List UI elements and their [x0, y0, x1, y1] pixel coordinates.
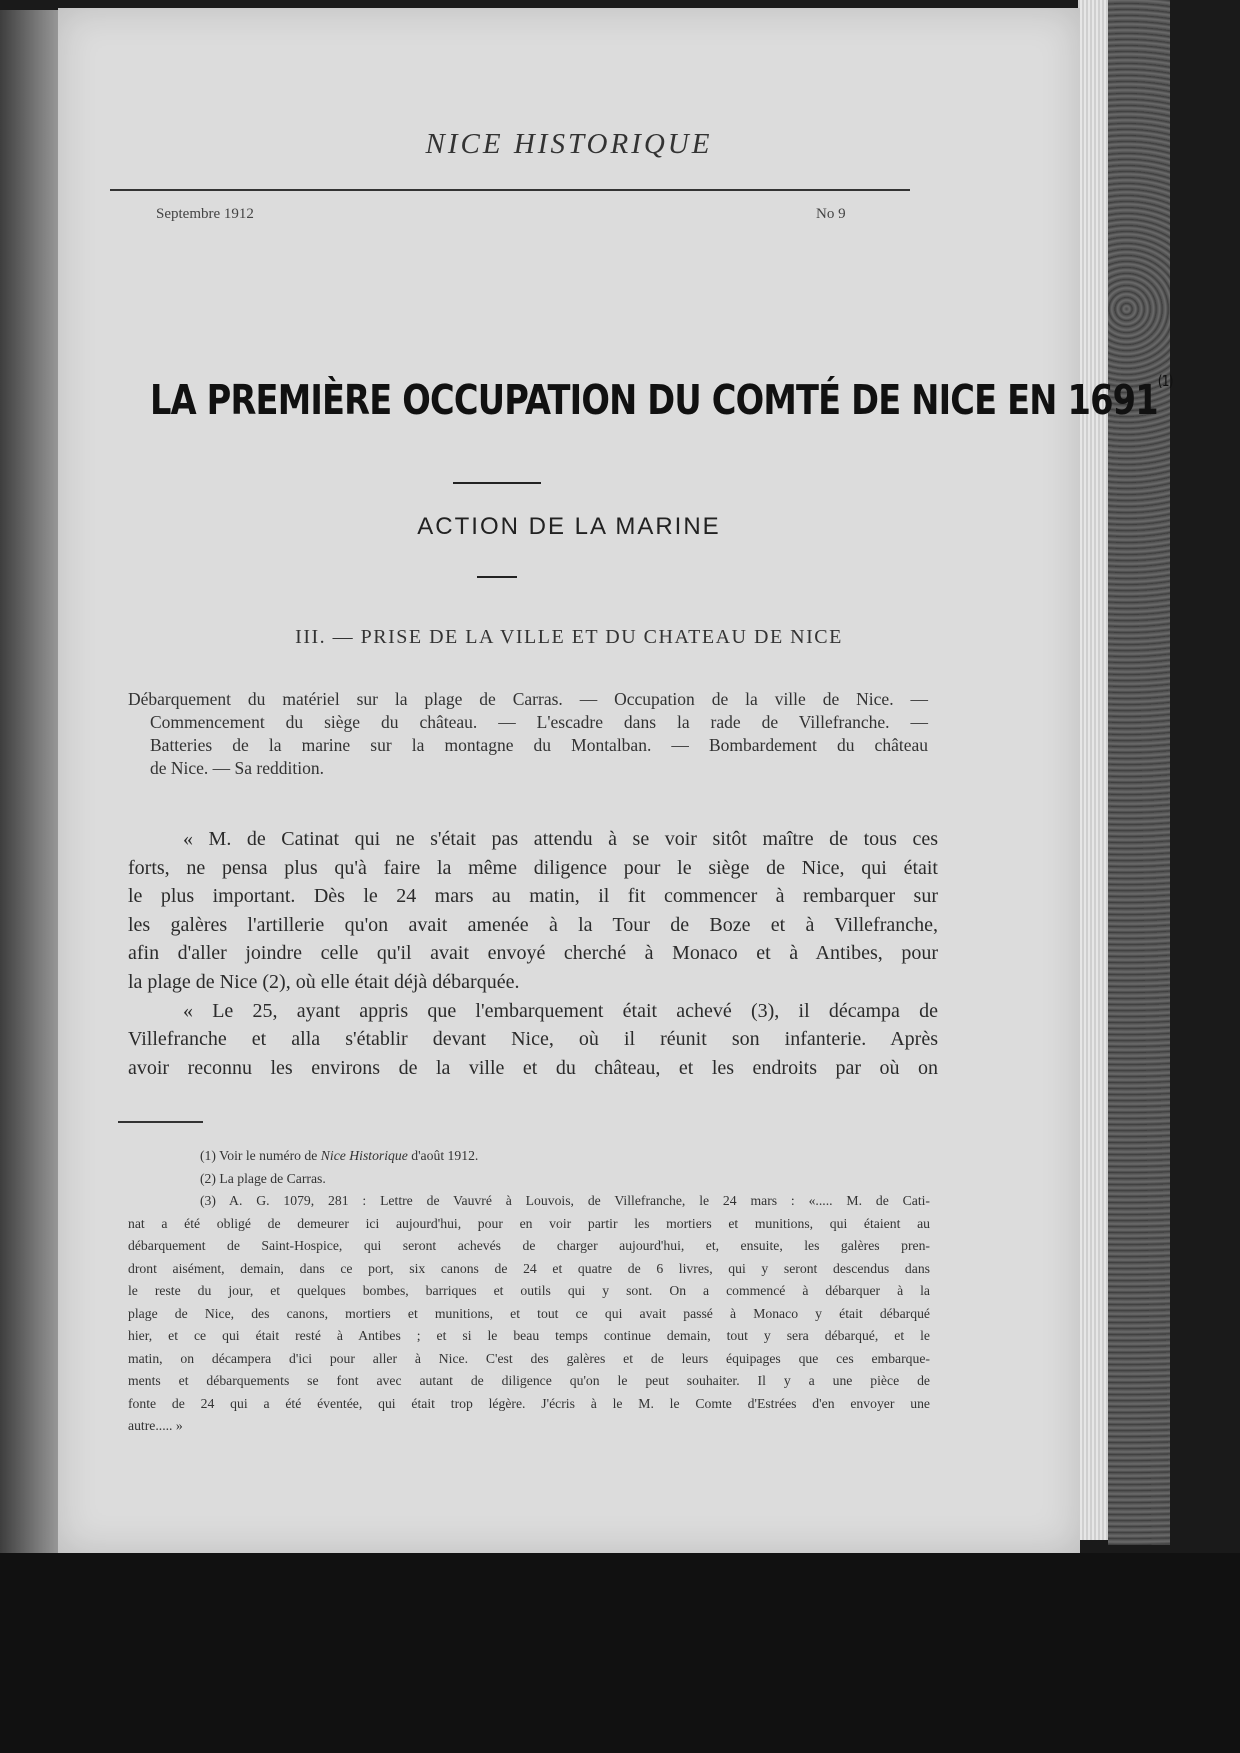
body-line: la plage de Nice (2), où elle était déjà débarquée.: [128, 970, 520, 993]
body-line: forts, ne pensa plus qu'à faire la même diligence pour le siège de Nice, qui était: [128, 856, 938, 879]
footnote-1: [128, 1145, 930, 1168]
scan-bottom-shadow: [0, 1553, 1240, 1753]
summary-line: de Nice. — Sa reddition.: [150, 758, 324, 778]
footnote-3-line: hier, et ce qui était resté à Antibes ; et si le beau temps continue demain, tout y sera débarqué, et le: [128, 1328, 930, 1343]
title-footnote-marker: (1): [1157, 372, 1173, 390]
title-rule: [453, 482, 541, 484]
body-line: avoir reconnu les environs de la ville et du château, et les endroits par où on: [128, 1056, 938, 1079]
footnote-3-line: dront aisément, demain, dans ce port, six canons de 24 et quatre de 6 livres, qui y seront descendus dans: [128, 1260, 930, 1276]
footnote-1-prefix: (1) Voir le numéro de: [200, 1148, 321, 1163]
footnote-3-line: ments et débarquements se font avec autant de diligence qu'on le peut souhaiter. Il y a une pièce de: [128, 1373, 930, 1388]
section-title: ACTION DE LA MARINE: [417, 513, 721, 540]
article-title: [149, 372, 1173, 424]
footnote-3-line: (3) A. G. 1079, 281 : Lettre de Vauvré à Louvois, de Villefranche, le 24 mars : «..... M. de Cati-: [200, 1193, 930, 1208]
footnotes: [128, 1145, 930, 1438]
issue-number: No 9: [816, 206, 846, 222]
subsection-title: III. — PRISE DE LA VILLE ET DU CHATEAU DE NICE: [295, 626, 843, 648]
book-cover-marbled: [1108, 0, 1170, 1545]
summary-line: Batteries de la marine sur la montagne du Montalban. — Bombardement du château: [150, 735, 928, 755]
issue-date: Septembre 1912: [156, 206, 254, 222]
body-line: les galères l'artillerie qu'on avait amenée à la Tour de Boze et à Villefranche,: [128, 913, 938, 936]
body-line: « M. de Catinat qui ne s'était pas attendu à se voir sitôt maître de tous ces: [183, 828, 938, 850]
body-line: afin d'aller joindre celle qu'il avait envoyé cherché à Monaco et à Antibes, pour: [128, 942, 938, 965]
article-title-text: LA PREMIÈRE OCCUPATION DU COMTÉ DE NICE EN 1691: [149, 376, 1158, 424]
summary-line: Commencement du siège du château. — L'escadre dans la rade de Villefranche. —: [150, 712, 928, 732]
chapter-summary: [128, 688, 928, 780]
body-line: Villefranche et alla s'établir devant Nice, où il réunit son infanterie. Après: [128, 1028, 938, 1051]
header-rule: [110, 189, 910, 191]
footnote-3-line: autre..... »: [128, 1418, 183, 1433]
footnote-2: (2) La plage de Carras.: [200, 1170, 326, 1186]
document-page: [58, 8, 1173, 1553]
footnote-3-line: débarquement de Saint-Hospice, qui seront achevés de charger aujourd'hui, et, ensuite, les galères pren-: [128, 1238, 930, 1253]
footnote-rule: [118, 1121, 203, 1123]
journal-title: NICE HISTORIQUE: [425, 128, 713, 160]
body-line: le plus important. Dès le 24 mars au matin, il fit commencer à rembarquer sur: [128, 885, 938, 908]
section-rule: [477, 576, 517, 578]
footnote-1-suffix: d'août 1912.: [407, 1148, 479, 1163]
footnote-3-line: nat a été obligé de demeurer ici aujourd'hui, pour en voir partir les mortiers et munitions, qui étaient au: [128, 1215, 930, 1231]
summary-line: Débarquement du matériel sur la plage de Carras. — Occupation de la ville de Nice. —: [128, 689, 928, 709]
footnote-3-line: fonte de 24 qui a été éventée, qui était trop légère. J'écris à le M. le Comte d'Estrées d'en envoyer une: [128, 1395, 930, 1411]
body-line: « Le 25, ayant appris que l'embarquement était achevé (3), il décampa de: [183, 999, 938, 1022]
footnote-3-line: le reste du jour, et quelques bombes, barriques et outils qui y sont. On a commencé à débarquer à la: [128, 1283, 930, 1298]
page-content: [58, 8, 1173, 1553]
page-edges-right: [1078, 0, 1108, 1540]
body-text: [128, 825, 938, 1082]
footnote-3-line: matin, on décampera d'ici pour aller à Nice. C'est des galères et de leurs équipages que ces embarque-: [128, 1350, 930, 1366]
footnote-1-journal: Nice Historique: [320, 1148, 408, 1163]
footnote-3-line: plage de Nice, des canons, mortiers et munitions, et tout ce qui avait passé à Monaco y était débarqué: [128, 1305, 930, 1321]
